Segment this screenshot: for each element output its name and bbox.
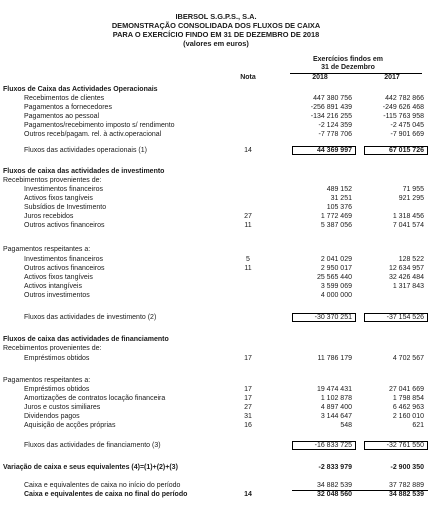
table-row xyxy=(0,394,432,403)
value-2018: 5 387 056 xyxy=(320,222,352,229)
value-2018: 25 565 440 xyxy=(316,274,352,281)
table-row xyxy=(0,245,432,254)
table-row xyxy=(0,490,432,499)
value-2017: -32 761 550 xyxy=(386,442,424,449)
value-2017: 128 522 xyxy=(398,256,424,263)
value-2018: 32 048 560 xyxy=(316,491,352,498)
value-2017: 621 xyxy=(412,422,424,429)
row-label: Activos fixos tangíveis xyxy=(24,274,93,281)
nota-column-header: Nota xyxy=(240,74,256,81)
year-2018-header: 2018 xyxy=(312,74,328,81)
value-2017: -37 154 526 xyxy=(386,314,424,321)
table-row xyxy=(0,421,432,430)
row-note: 17 xyxy=(244,386,252,393)
value-2017: 6 462 963 xyxy=(392,404,424,411)
row-label: Pagamentos respeitantes a: xyxy=(3,246,91,253)
table-row xyxy=(0,403,432,412)
row-label: Fluxos de Caixa das Actividades Operacionais xyxy=(3,86,158,93)
row-note: 16 xyxy=(244,422,252,429)
row-label: Pagamentos respeitantes a: xyxy=(3,377,91,384)
row-note: 27 xyxy=(244,213,252,220)
value-2017: 34 882 539 xyxy=(388,491,424,498)
table-row xyxy=(0,112,432,121)
row-label: Caixa e equivalentes de caixa no final do período xyxy=(24,491,188,498)
value-2018: 489 152 xyxy=(326,186,352,193)
value-2018: 4 897 400 xyxy=(320,404,352,411)
table-row xyxy=(0,385,432,394)
row-note: 14 xyxy=(244,147,252,154)
row-note: 17 xyxy=(244,395,252,402)
table-row xyxy=(0,313,432,322)
row-label: Outros receb/pagam. rel. à activ.operacional xyxy=(24,131,162,138)
value-2018: 44 369 997 xyxy=(316,147,352,154)
row-label: Fluxos de caixa das actividades de financiamento xyxy=(3,336,169,343)
row-note: 31 xyxy=(244,413,252,420)
row-label: Fluxos de caixa das actividades de investimento xyxy=(3,168,165,175)
row-label: Fluxos das actividades de investimento (2) xyxy=(24,314,157,321)
row-label: Juros recebidos xyxy=(24,213,74,220)
value-2017: 1 318 456 xyxy=(392,213,424,220)
value-2017: 71 955 xyxy=(402,186,424,193)
value-2017: 442 782 866 xyxy=(385,95,424,102)
value-2018: -30 370 251 xyxy=(314,314,352,321)
value-2018: 11 786 179 xyxy=(317,355,352,362)
row-note: 14 xyxy=(244,491,252,498)
value-2017: -2 475 045 xyxy=(390,122,424,129)
value-2018: 105 376 xyxy=(326,204,352,211)
value-2017: -2 900 350 xyxy=(390,464,424,471)
value-2018: -2 833 979 xyxy=(318,464,352,471)
table-row xyxy=(0,85,432,94)
table-row xyxy=(0,212,432,221)
table-row xyxy=(0,103,432,112)
value-2018: -134 216 255 xyxy=(310,113,352,120)
table-row xyxy=(0,463,432,472)
value-2018: 447 380 756 xyxy=(313,95,352,102)
table-row xyxy=(0,203,432,212)
row-label: Activos intangíveis xyxy=(24,283,82,290)
table-row xyxy=(0,255,432,264)
row-label: Caixa e equivalentes de caixa no início do período xyxy=(24,482,181,489)
value-2018: 4 000 000 xyxy=(320,292,352,299)
row-note: 11 xyxy=(244,222,252,229)
row-label: Empréstimos obtidos xyxy=(24,355,90,362)
table-row xyxy=(0,194,432,203)
row-label: Recebimentos provenientes de: xyxy=(3,177,102,184)
row-label: Subsídios de Investimento xyxy=(24,204,107,211)
table-row xyxy=(0,176,432,185)
row-label: Variação de caixa e seus equivalentes (4)=(1)+(2)+(3) xyxy=(3,464,178,471)
row-label: Investimentos financeiros xyxy=(24,256,103,263)
table-row xyxy=(0,185,432,194)
value-2017: -249 626 468 xyxy=(382,104,424,111)
value-2017: 921 295 xyxy=(398,195,424,202)
value-2018: 19 474 431 xyxy=(316,386,352,393)
table-row xyxy=(0,335,432,344)
table-row xyxy=(0,146,432,155)
row-label: Juros e custos similiares xyxy=(24,404,101,411)
table-row xyxy=(0,441,432,450)
value-2018: -16 833 725 xyxy=(314,442,352,449)
table-row xyxy=(0,291,432,300)
row-label: Aquisição de acções próprias xyxy=(24,422,116,429)
table-row xyxy=(0,344,432,353)
table-row xyxy=(0,282,432,291)
row-note: 17 xyxy=(244,355,252,362)
statement-units: (valores em euros) xyxy=(183,39,249,48)
value-2017: -7 901 669 xyxy=(390,131,424,138)
row-label: Activos fixos tangíveis xyxy=(24,195,93,202)
row-label: Amortizações de contratos locação financeira xyxy=(24,395,166,402)
row-label: Recebimentos provenientes de: xyxy=(3,345,102,352)
table-row xyxy=(0,354,432,363)
value-2018: -256 891 439 xyxy=(310,104,352,111)
row-label: Recebimentos de clientes xyxy=(24,95,105,102)
table-row xyxy=(0,264,432,273)
value-2017: 2 160 010 xyxy=(392,413,424,420)
table-row xyxy=(0,121,432,130)
value-2017: 1 317 843 xyxy=(392,283,424,290)
statement-period: PARA O EXERCÍCIO FINDO EM 31 DE DEZEMBRO DE 2018 xyxy=(112,30,320,39)
table-row xyxy=(0,376,432,385)
value-2017: 67 015 726 xyxy=(388,147,424,154)
table-row xyxy=(0,221,432,230)
row-label: Empréstimos obtidos xyxy=(24,386,90,393)
value-2017: 37 782 889 xyxy=(388,482,424,489)
row-note: 5 xyxy=(246,256,250,263)
year-2017-header: 2017 xyxy=(384,74,400,81)
value-2018: 1 102 878 xyxy=(320,395,352,402)
value-2018: -7 778 706 xyxy=(318,131,352,138)
company-name: IBERSOL S.G.P.S., S.A. xyxy=(175,12,257,21)
row-label: Pagamentos/recebimento imposto s/ rendimento xyxy=(24,122,175,129)
value-2018: 34 882 539 xyxy=(316,482,352,489)
row-label: Outros activos financeiros xyxy=(24,222,105,229)
value-2018: 3 599 069 xyxy=(320,283,352,290)
value-2017: 1 798 854 xyxy=(392,395,424,402)
period-group-header-line2: 31 de Dezembro xyxy=(321,64,375,71)
value-2018: 548 xyxy=(340,422,352,429)
row-label: Investimentos financeiros xyxy=(24,186,103,193)
value-2018: 31 251 xyxy=(330,195,352,202)
table-row xyxy=(0,481,432,490)
value-2017: 12 634 957 xyxy=(388,265,424,272)
row-label: Pagamentos ao pessoal xyxy=(24,113,100,120)
value-2017: -115 763 958 xyxy=(383,113,424,120)
row-label: Dividendos pagos xyxy=(24,413,80,420)
value-2017: 4 702 567 xyxy=(392,355,424,362)
row-label: Pagamentos a fornecedores xyxy=(24,104,112,111)
value-2018: -2 124 359 xyxy=(318,122,352,129)
row-label: Outros activos financeiros xyxy=(24,265,105,272)
row-label: Fluxos das actividades operacionais (1) xyxy=(24,147,147,154)
value-2017: 32 426 484 xyxy=(388,274,424,281)
table-row xyxy=(0,273,432,282)
row-label: Fluxos das actividades de financiamento (3) xyxy=(24,442,161,449)
value-2018: 1 772 469 xyxy=(320,213,352,220)
period-group-header-line1: Exercícios findos em xyxy=(312,56,384,63)
row-label: Outros investimentos xyxy=(24,292,90,299)
table-row xyxy=(0,130,432,139)
value-2018: 2 041 029 xyxy=(320,256,352,263)
value-2018: 2 950 017 xyxy=(320,265,352,272)
statement-title: DEMONSTRAÇÃO CONSOLIDADA DOS FLUXOS DE CAIXA xyxy=(111,21,321,30)
table-row xyxy=(0,94,432,103)
table-row xyxy=(0,167,432,176)
row-note: 27 xyxy=(244,404,252,411)
value-2017: 27 041 669 xyxy=(388,386,424,393)
row-note: 11 xyxy=(244,265,252,272)
value-2017: 7 041 574 xyxy=(392,222,424,229)
table-row xyxy=(0,412,432,421)
value-2018: 3 144 647 xyxy=(320,413,352,420)
